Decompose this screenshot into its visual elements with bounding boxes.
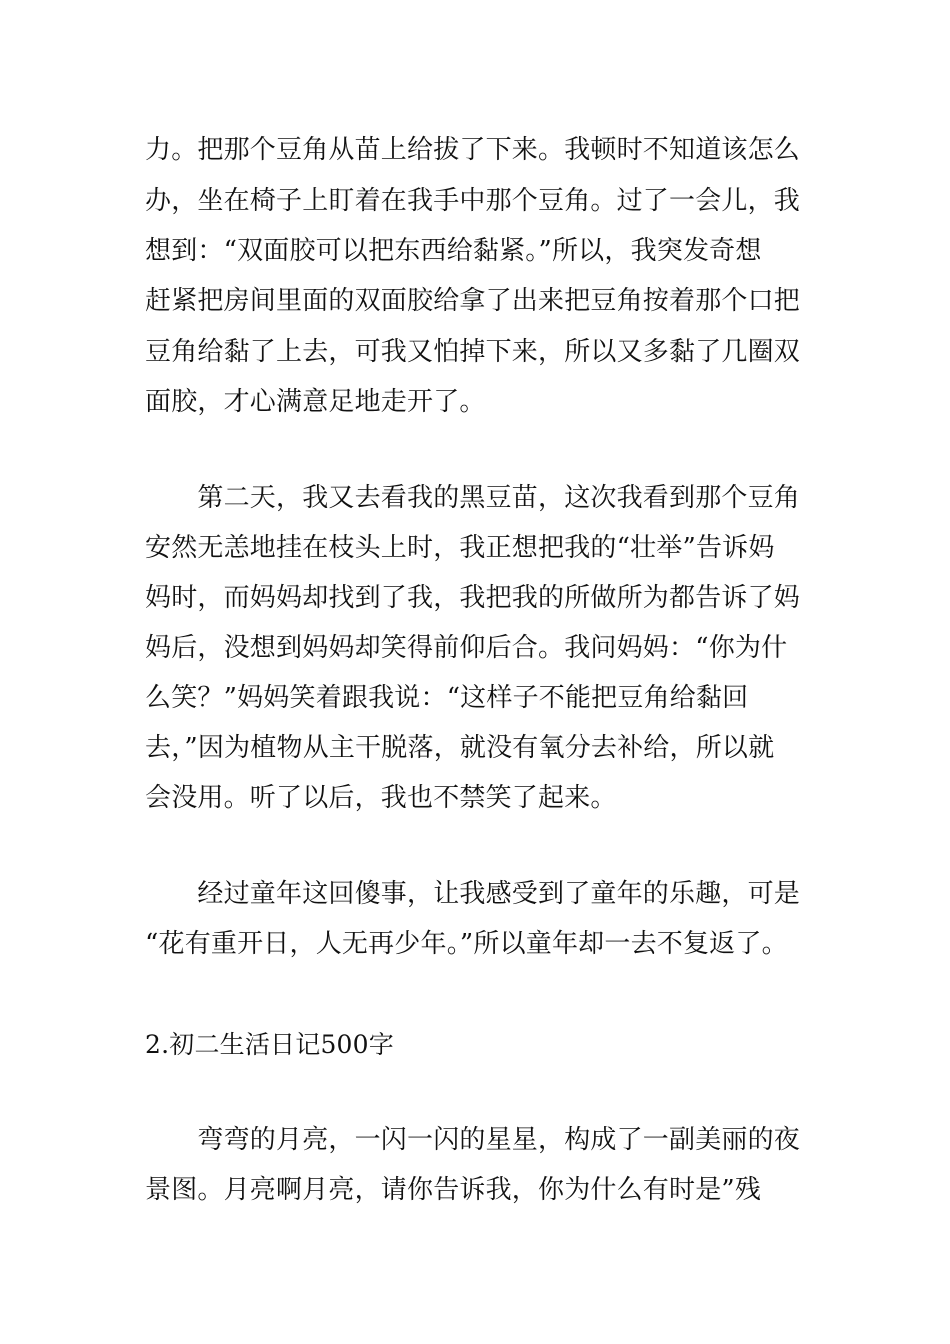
paragraph-2-line-5: 么笑？”妈妈笑着跟我说：“这样子不能把豆角给黏回: [145, 683, 749, 713]
paragraph-1-line-2: 办，坐在椅子上盯着在我手中那个豆角。过了一会儿，我: [145, 186, 801, 216]
paragraph-2-line-4: 妈后，没想到妈妈却笑得前仰后合。我问妈妈：“你为什: [145, 633, 788, 663]
paragraph-1-line-1: 力。把那个豆角从苗上给拔了下来。我顿时不知道该怎么: [145, 135, 801, 165]
paragraph-3-line-2: “花有重开日，人无再少年。”所以童年却一去不复返了。: [145, 929, 788, 959]
paragraph-3-line-1: 经过童年这回傻事，让我感受到了童年的乐趣，可是: [145, 879, 801, 909]
paragraph-2-line-2: 安然无恙地挂在枝头上时，我正想把我的“壮举”告诉妈: [145, 533, 775, 563]
paragraph-2-line-6: 去，”因为植物从主干脱落，就没有氧分去补给，所以就: [145, 733, 775, 763]
paragraph-2-line-7: 会没用。听了以后，我也不禁笑了起来。: [145, 783, 617, 813]
paragraph-1-line-6: 面胶，才心满意足地走开了。: [145, 387, 486, 417]
paragraph-1-line-4: 赶紧把房间里面的双面胶给拿了出来把豆角按着那个口把: [145, 286, 801, 316]
paragraph-1-line-5: 豆角给黏了上去，可我又怕掉下来，所以又多黏了几圈双: [145, 337, 801, 367]
paragraph-1-line-3: 想到：“双面胶可以把东西给黏紧。”所以，我突发奇想: [145, 236, 762, 266]
paragraph-4-line-2: 景图。月亮啊月亮，请你告诉我，你为什么有时是”残: [145, 1175, 762, 1205]
paragraph-2-line-1: 第二天，我又去看我的黑豆苗，这次我看到那个豆角: [145, 483, 801, 513]
section-heading: 2.初二生活日记500字: [145, 1030, 394, 1059]
paragraph-4-line-1: 弯弯的月亮，一闪一闪的星星，构成了一副美丽的夜: [145, 1125, 801, 1155]
paragraph-2-line-3: 妈时，而妈妈却找到了我，我把我的所做所为都告诉了妈: [145, 583, 801, 613]
